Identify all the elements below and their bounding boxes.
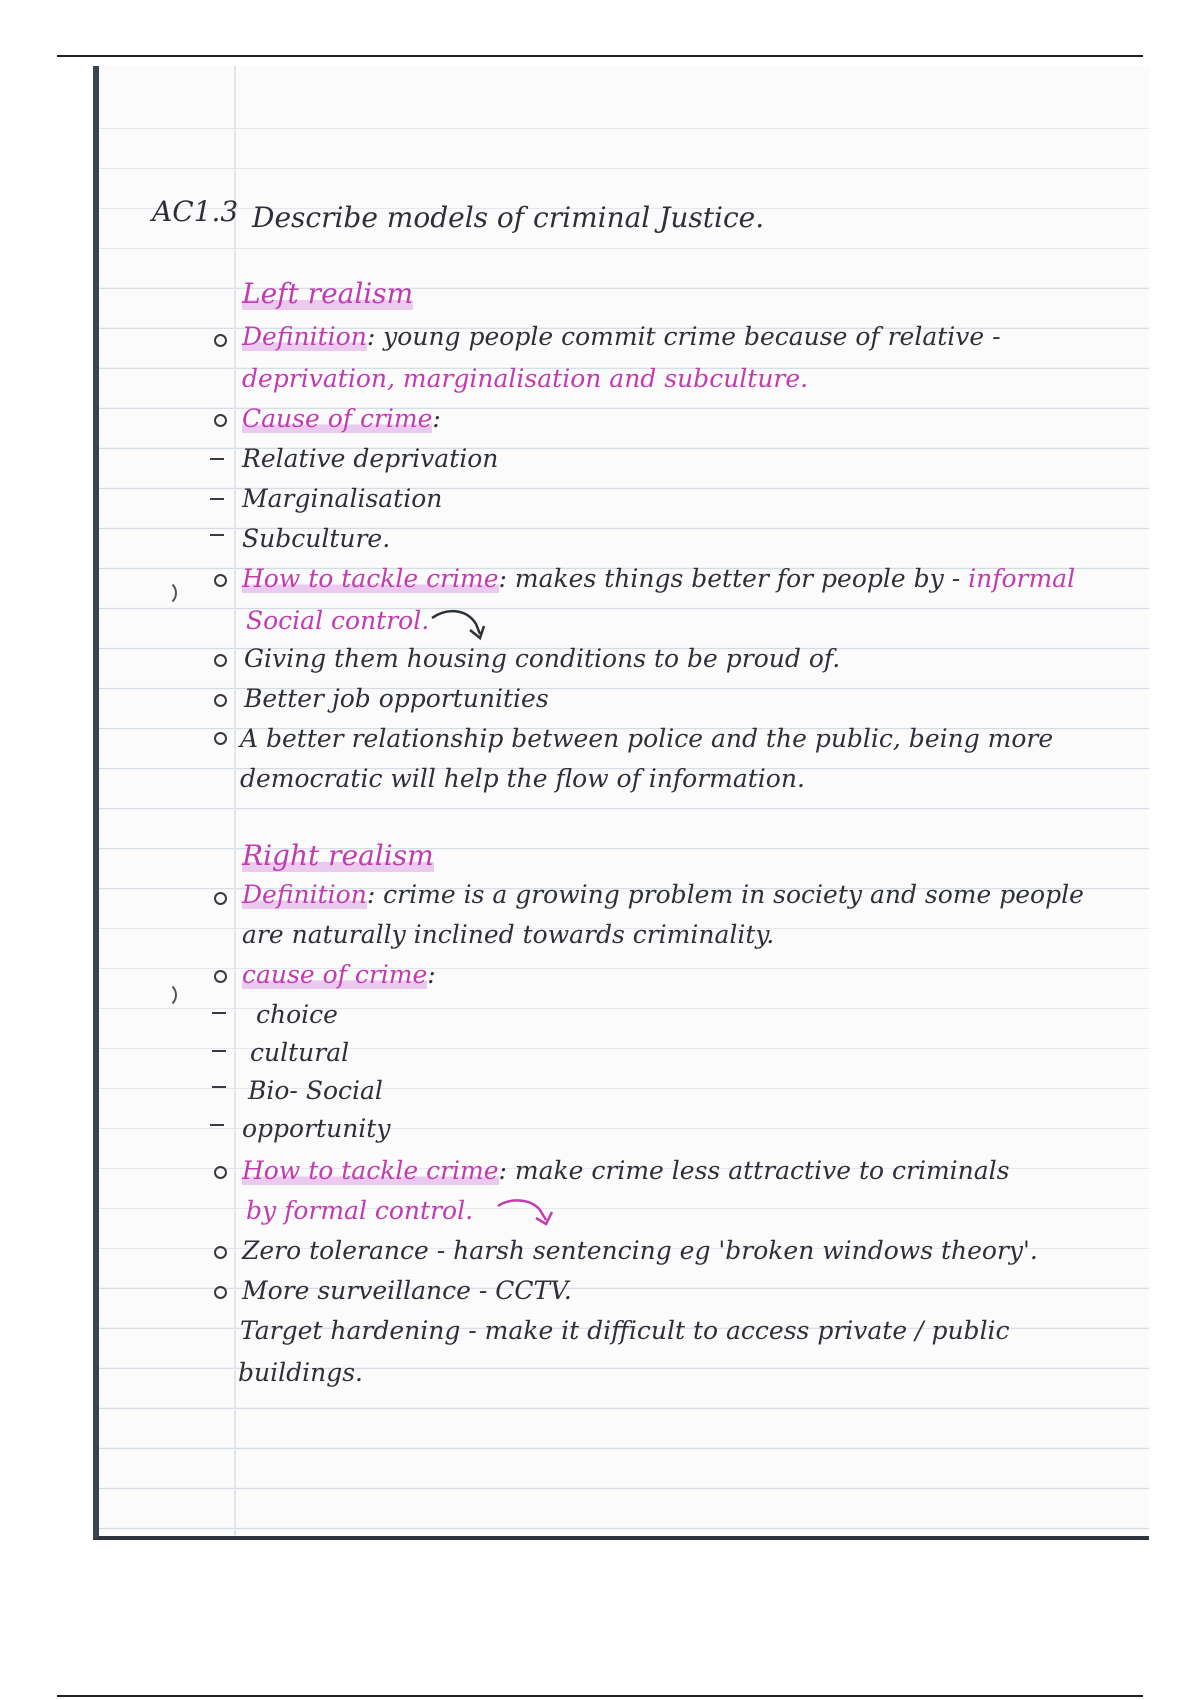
page-bottom-rule [57,1695,1143,1697]
bullet-icon [214,892,227,905]
dash-icon [212,1050,226,1052]
page-title: Describe models of criminal Justice. [252,201,765,234]
dash-icon [212,1086,226,1088]
left-point: Giving them housing conditions to be proud of. [244,644,841,673]
punch-hole-mark [159,982,177,1008]
curved-arrow-icon [428,606,498,646]
right-definition-line1: Definition: crime is a growing problem in society and some people [242,880,1084,909]
bullet-icon [214,1166,227,1179]
right-cause-item: opportunity [242,1114,391,1143]
bullet-icon [214,1286,227,1299]
dash-icon [210,534,224,536]
bullet-icon [214,654,227,667]
left-cause-heading: Cause of crime: [242,404,441,433]
left-cause-item: Relative deprivation [242,444,499,473]
left-cause-item: Marginalisation [242,484,443,513]
left-point: Better job opportunities [244,684,549,713]
bullet-icon [214,732,227,745]
curved-arrow-icon [494,1196,564,1232]
dash-icon [210,498,224,500]
heading-code: AC1.3 [152,195,239,228]
right-cause-item: Bio- Social [248,1076,383,1105]
right-cause-item: choice [256,1000,338,1029]
page-top-rule [57,55,1143,57]
right-tackle-line1: How to tackle crime: make crime less attractive to criminals [242,1156,1010,1185]
left-definition-line2: deprivation, marginalisation and subculture. [242,364,809,393]
left-point-continuation: democratic will help the flow of information. [240,764,805,793]
dash-icon [212,1012,226,1014]
bullet-icon [214,694,227,707]
bullet-icon [214,574,227,587]
left-tackle-line1: How to tackle crime: makes things better for people by - informal [242,564,1076,593]
right-cause-item: cultural [250,1038,350,1067]
right-target-line2: buildings. [238,1358,363,1387]
left-definition-line1: Definition: young people commit crime because of relative - [242,322,1001,351]
punch-hole-mark [159,580,177,606]
dash-icon [210,1124,224,1126]
bullet-icon [214,334,227,347]
bullet-icon [214,970,227,983]
left-tackle-line2: Social control. [246,606,430,635]
left-point: A better relationship between police and the public, being more [240,724,1054,753]
right-point: More surveillance - CCTV. [242,1276,572,1305]
margin-line [234,66,236,1536]
right-definition-line2: are naturally inclined towards criminality. [242,920,775,949]
right-target-line1: Target hardening - make it difficult to access private / public [240,1316,1010,1345]
dash-icon [210,458,224,460]
section-title-right-realism: Right realism [242,839,434,872]
bullet-icon [214,1246,227,1259]
right-point: Zero tolerance - harsh sentencing eg 'broken windows theory'. [242,1236,1038,1265]
left-cause-item: Subculture. [242,524,391,553]
bullet-icon [214,414,227,427]
right-tackle-line2: by formal control. [246,1196,474,1225]
section-title-left-realism: Left realism [242,277,414,310]
right-cause-heading: cause of crime: [242,960,436,989]
